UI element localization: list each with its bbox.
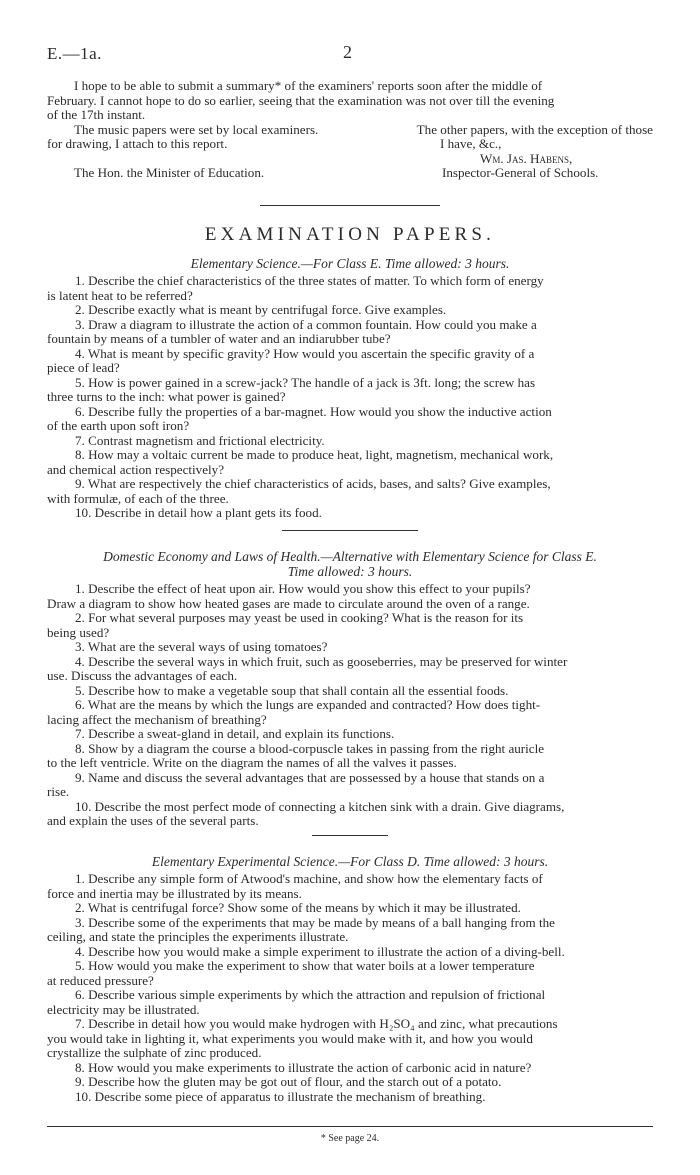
question-line: being used? [47,624,110,640]
question-item [47,405,653,434]
question-line: piece of lead? [47,360,120,375]
question-line: 1. Describe the chief characteristics of the three states of matter. To which form of energy [75,273,544,288]
question-list [47,872,653,1104]
text-line [47,123,653,138]
question-item [47,655,653,684]
question-line: 9. What are respectively the chief characteristics of acids, bases, and salts? Give examples, [75,476,551,491]
question-line: 3. What are the several ways of using tomatoes? [75,639,328,654]
question-line: 8. How would you make experiments to illustrate the action of carbonic acid in nature? [75,1059,532,1075]
question-line: 2. Describe exactly what is meant by centrifugal force. Give examples. [75,302,447,317]
text-line: I hope to be able to submit a summary* of the examiners' reports soon after the middle of [74,78,543,93]
closing: I have, &c., [440,136,502,151]
question-item [47,477,653,506]
letter-paragraph [47,79,653,94]
addressee: The Hon. the Minister of Education. [74,165,265,180]
question-line: 7. Contrast magnetism and frictional electricity. [75,432,325,448]
question-item [47,684,653,699]
question-line: Draw a diagram to show how heated gases are made to circulate around the oven of a range. [47,595,530,611]
question-line: 6. Describe various simple experiments by which the attraction and repulsion of frictional [75,987,546,1002]
question-line: 10. Describe some piece of apparatus to illustrate the mechanism of breathing. [75,1088,486,1104]
question-item [47,959,653,988]
question-item [47,1061,653,1076]
question-item [47,318,653,347]
question-item [47,901,653,916]
question-item [47,376,653,405]
text-line: February. I cannot hope to do so earlier, seeing that the examination was not over till the evening [47,92,555,108]
question-line: 1. Describe the effect of heat upon air. How would you show this effect to your pupils? [75,581,531,596]
question-item [47,872,653,901]
question-item [47,448,653,477]
page-number: 2 [343,42,352,62]
question-line: 2. For what several purposes may yeast be used in cooking? What is the reason for its [75,610,524,625]
question-line: 4. What is meant by specific gravity? How would you ascertain the specific gravity of a [75,345,535,361]
divider [282,530,418,531]
question-line: with formulæ, of each of the three. [47,490,229,506]
question-line: 5. How is power gained in a screw-jack? The handle of a jack is 3ft. long; the screw has [75,374,536,390]
question-line: 3. Draw a diagram to illustrate the action of a common fountain. How could you make a [75,316,537,332]
question-line: 5. How would you make the experiment to show that water boils at a lower temperature [75,958,535,973]
question-line: 8. Show by a diagram the course a blood-corpuscle takes in passing from the right auricle [75,740,545,756]
question-line: three turns to the inch: what power is gained? [47,389,286,404]
divider [312,835,388,836]
question-line: electricity may be illustrated. [47,1001,200,1017]
page-title: EXAMINATION PAPERS. [204,224,496,245]
divider [260,205,440,206]
question-line: and explain the uses of the several parts. [47,813,259,828]
question-line: 6. Describe fully the properties of a bar-magnet. How would you show the inductive action [75,403,552,419]
question-item [47,1017,653,1061]
question-line: 7. Describe in detail how you would make hydrogen with H₂SO₄ and zinc, what precautions [75,1016,558,1031]
question-list [47,274,653,521]
question-line: 8. How may a voltaic current be made to produce heat, light, magnetism, mechanical work, [75,447,554,462]
question-line: you would take in lighting it, what experiments you would make with it, and how you would [47,1030,533,1046]
signature-line [47,152,653,167]
footnote-rule [47,1126,653,1127]
question-line: 1. Describe any simple form of Atwood's machine, and show how the elementary facts of [75,871,543,886]
question-item [47,1075,653,1090]
question-item [47,1090,653,1105]
question-item [47,988,653,1017]
question-item [47,640,653,655]
question-line: 10. Describe the most perfect mode of connecting a kitchen sink with a drain. Give diagrams, [75,798,565,814]
question-line: 5. Describe how to make a vegetable soup that shall contain all the essential foods. [75,682,509,698]
question-line: 3. Describe some of the experiments that may be made by means of a ball hanging from the [75,914,555,930]
question-item [47,274,653,303]
question-line: use. Discuss the advantages of each. [47,668,238,683]
footnote: * See page 24. [320,1133,380,1144]
question-line: is latent heat to be referred? [47,287,193,303]
question-item [47,727,653,742]
question-list [47,582,653,829]
signature-name: Wm. Jas. Habens, [480,150,573,166]
question-line: 7. Describe a sweat-gland in detail, and explain its functions. [75,726,395,741]
question-line: fountain by means of a tumbler of water and an indiarubber tube? [47,331,391,346]
question-item [47,800,653,829]
question-line: 2. What is centrifugal force? Show some of the means by which it may be illustrated. [75,900,521,915]
question-item [47,303,653,318]
question-line: 4. Describe the several ways in which fruit, such as gooseberries, may be preserved for winter [75,653,568,669]
letter-body [47,79,653,181]
question-line: of the earth upon soft iron? [47,418,190,433]
question-item [47,434,653,449]
section-subheading: Time allowed: 3 hours. [287,564,413,579]
text-line [47,137,653,152]
question-line: 9. Name and discuss the several advantages that are possessed by a house that stands on a [75,769,545,785]
question-item [47,506,653,521]
question-line: force and inertia may be illustrated by its means. [47,885,302,901]
question-line: lacing affect the mechanism of breathing? [47,711,267,727]
section-heading: Elementary Science.—For Class E. Time allowed: 3 hours. [190,256,510,271]
section-heading: Elementary Experimental Science.—For Class D. Time allowed: 3 hours. [151,854,549,869]
question-line: 9. Describe how the gluten may be got out of flour, and the starch out of a potato. [75,1074,502,1089]
section-heading: Domestic Economy and Laws of Health.—Alternative with Elementary Science for Class E. [103,549,597,564]
question-item [47,347,653,376]
question-item [47,742,653,771]
text-fragment: The music papers were set by local examiners. [74,121,319,137]
question-item [47,916,653,945]
text-line: of the 17th instant. [47,107,146,122]
question-line: 4. Describe how you would make a simple experiment to illustrate the action of a diving-bell. [75,943,565,959]
question-item [47,771,653,800]
question-item [47,945,653,960]
document-reference: E.—1a. [47,44,102,63]
signature-title: Inspector-General of Schools. [442,165,599,180]
question-line: 6. What are the means by which the lungs are expanded and contracted? How does tight- [75,697,541,712]
question-line: crystallize the sulphate of zinc produced. [47,1045,262,1060]
question-line: and chemical action respectively? [47,461,225,477]
question-line: at reduced pressure? [47,972,154,988]
question-line: ceiling, and state the principles the experiments illustrate. [47,929,349,944]
question-line: 10. Describe in detail how a plant gets its food. [75,505,322,520]
question-item [47,698,653,727]
page-header [47,44,653,66]
question-item [47,611,653,640]
question-line: rise. [47,784,70,799]
text-fragment: for drawing, I attach to this report. [47,136,228,151]
text-fragment: The other papers, with the exception of those [416,121,653,137]
text-line [47,166,653,181]
question-line: to the left ventricle. Write on the diagram the names of all the valves it passes. [47,755,457,770]
question-item [47,582,653,611]
